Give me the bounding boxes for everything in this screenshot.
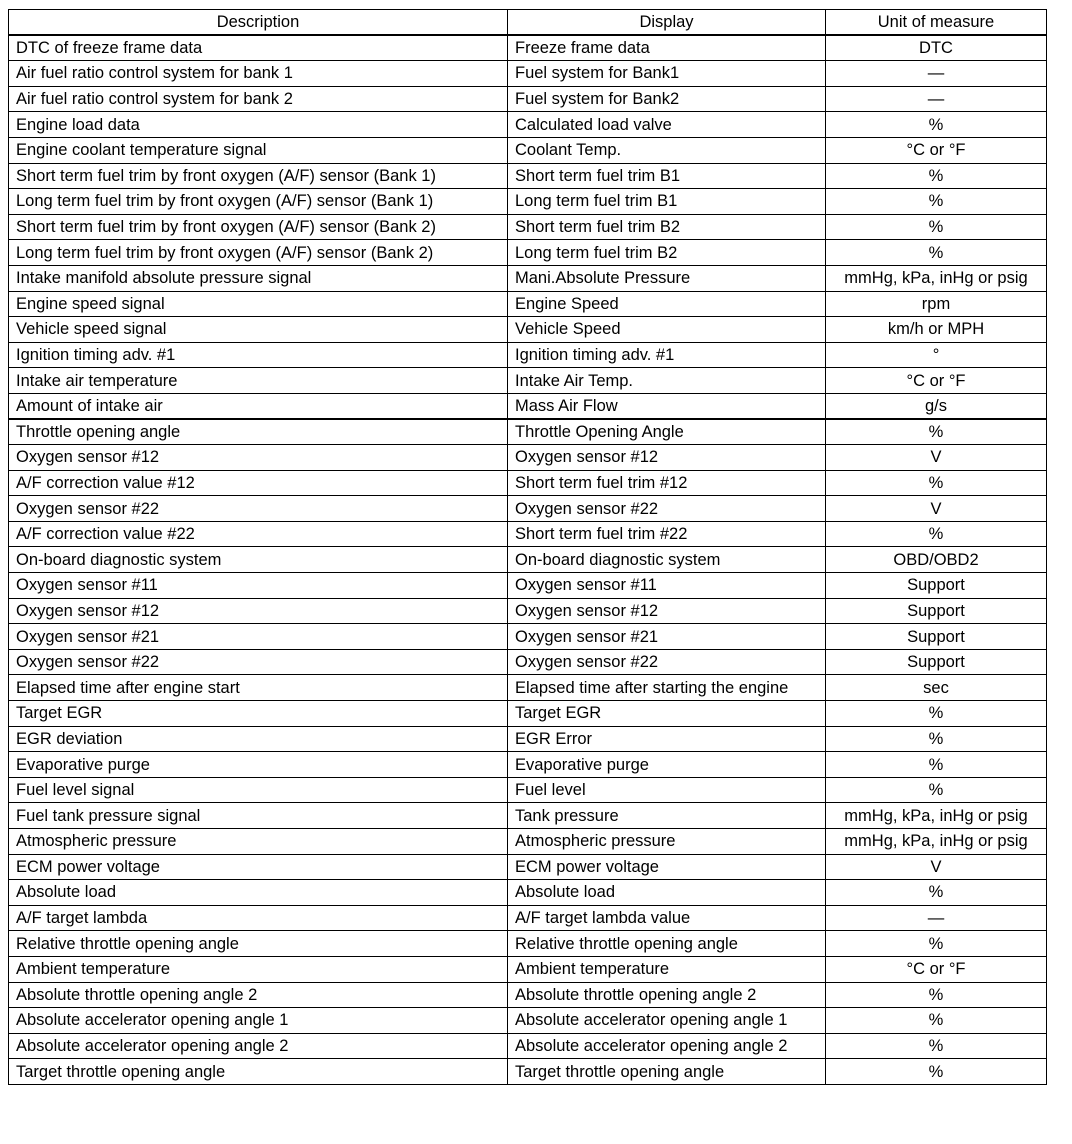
- cell-description: Absolute accelerator opening angle 1: [9, 1008, 508, 1034]
- cell-description: Fuel level signal: [9, 777, 508, 803]
- table-body: [9, 35, 1047, 1084]
- table-row: [9, 982, 1047, 1008]
- cell-display: Fuel system for Bank1: [508, 61, 826, 87]
- table-row: [9, 931, 1047, 957]
- cell-display: Short term fuel trim B1: [508, 163, 826, 189]
- cell-display: On-board diagnostic system: [508, 547, 826, 573]
- cell-description: Engine speed signal: [9, 291, 508, 317]
- table-row: [9, 291, 1047, 317]
- table-row: [9, 368, 1047, 394]
- cell-display: Target EGR: [508, 701, 826, 727]
- table-row: [9, 701, 1047, 727]
- cell-display: Engine Speed: [508, 291, 826, 317]
- cell-display: Relative throttle opening angle: [508, 931, 826, 957]
- cell-description: Engine coolant temperature signal: [9, 137, 508, 163]
- cell-unit: km/h or MPH: [826, 317, 1047, 343]
- table-row: [9, 1033, 1047, 1059]
- cell-description: Intake manifold absolute pressure signal: [9, 265, 508, 291]
- table-header-row: [9, 10, 1047, 36]
- cell-display: Oxygen sensor #22: [508, 496, 826, 522]
- cell-description: Long term fuel trim by front oxygen (A/F) sensor (Bank 1): [9, 189, 508, 215]
- cell-description: Throttle opening angle: [9, 419, 508, 445]
- cell-description: Fuel tank pressure signal: [9, 803, 508, 829]
- cell-display: Coolant Temp.: [508, 137, 826, 163]
- cell-description: Short term fuel trim by front oxygen (A/F) sensor (Bank 1): [9, 163, 508, 189]
- table-row: [9, 35, 1047, 61]
- cell-display: Evaporative purge: [508, 752, 826, 778]
- cell-display: Long term fuel trim B2: [508, 240, 826, 266]
- cell-display: Ignition timing adv. #1: [508, 342, 826, 368]
- header-display: Display: [508, 10, 826, 36]
- cell-description: On-board diagnostic system: [9, 547, 508, 573]
- cell-unit: %: [826, 214, 1047, 240]
- cell-display: Oxygen sensor #21: [508, 624, 826, 650]
- cell-unit: %: [826, 521, 1047, 547]
- cell-display: Short term fuel trim #12: [508, 470, 826, 496]
- cell-description: Target EGR: [9, 701, 508, 727]
- table-row: [9, 214, 1047, 240]
- cell-description: Long term fuel trim by front oxygen (A/F) sensor (Bank 2): [9, 240, 508, 266]
- cell-description: Air fuel ratio control system for bank 1: [9, 61, 508, 87]
- cell-description: Oxygen sensor #12: [9, 598, 508, 624]
- cell-display: Atmospheric pressure: [508, 829, 826, 855]
- cell-unit: °C or °F: [826, 956, 1047, 982]
- cell-display: Absolute load: [508, 880, 826, 906]
- cell-unit: %: [826, 880, 1047, 906]
- cell-display: ECM power voltage: [508, 854, 826, 880]
- table-row: [9, 163, 1047, 189]
- cell-description: DTC of freeze frame data: [9, 35, 508, 61]
- cell-display: Vehicle Speed: [508, 317, 826, 343]
- cell-description: Atmospheric pressure: [9, 829, 508, 855]
- cell-description: Elapsed time after engine start: [9, 675, 508, 701]
- header-description: Description: [9, 10, 508, 36]
- cell-description: A/F target lambda: [9, 905, 508, 931]
- cell-display: Long term fuel trim B1: [508, 189, 826, 215]
- cell-unit: g/s: [826, 393, 1047, 419]
- cell-unit: %: [826, 240, 1047, 266]
- cell-unit: %: [826, 112, 1047, 138]
- cell-unit: OBD/OBD2: [826, 547, 1047, 573]
- table-row: [9, 240, 1047, 266]
- table-row: [9, 598, 1047, 624]
- cell-display: A/F target lambda value: [508, 905, 826, 931]
- cell-description: EGR deviation: [9, 726, 508, 752]
- freeze-frame-table-container: [8, 9, 1046, 1085]
- cell-display: Ambient temperature: [508, 956, 826, 982]
- cell-unit: —: [826, 86, 1047, 112]
- cell-display: Freeze frame data: [508, 35, 826, 61]
- cell-display: Short term fuel trim B2: [508, 214, 826, 240]
- cell-unit: Support: [826, 598, 1047, 624]
- cell-description: Ambient temperature: [9, 956, 508, 982]
- cell-unit: °: [826, 342, 1047, 368]
- cell-unit: V: [826, 445, 1047, 471]
- cell-unit: —: [826, 905, 1047, 931]
- cell-description: ECM power voltage: [9, 854, 508, 880]
- table-row: [9, 496, 1047, 522]
- cell-description: Absolute load: [9, 880, 508, 906]
- cell-unit: Support: [826, 649, 1047, 675]
- table-row: [9, 829, 1047, 855]
- cell-display: Elapsed time after starting the engine: [508, 675, 826, 701]
- table-row: [9, 317, 1047, 343]
- cell-display: Oxygen sensor #22: [508, 649, 826, 675]
- table-row: [9, 649, 1047, 675]
- freeze-frame-table: [8, 9, 1047, 1085]
- cell-unit: °C or °F: [826, 137, 1047, 163]
- cell-unit: %: [826, 189, 1047, 215]
- cell-unit: mmHg, kPa, inHg or psig: [826, 803, 1047, 829]
- table-row: [9, 342, 1047, 368]
- cell-description: Absolute accelerator opening angle 2: [9, 1033, 508, 1059]
- table-row: [9, 854, 1047, 880]
- table-row: [9, 905, 1047, 931]
- cell-unit: %: [826, 470, 1047, 496]
- table-row: [9, 675, 1047, 701]
- table-row: [9, 419, 1047, 445]
- cell-display: Fuel system for Bank2: [508, 86, 826, 112]
- cell-description: Evaporative purge: [9, 752, 508, 778]
- cell-description: Vehicle speed signal: [9, 317, 508, 343]
- cell-display: Target throttle opening angle: [508, 1059, 826, 1085]
- cell-description: Target throttle opening angle: [9, 1059, 508, 1085]
- cell-display: Mass Air Flow: [508, 393, 826, 419]
- cell-display: Intake Air Temp.: [508, 368, 826, 394]
- cell-display: Oxygen sensor #12: [508, 598, 826, 624]
- table-row: [9, 137, 1047, 163]
- table-row: [9, 956, 1047, 982]
- table-row: [9, 393, 1047, 419]
- cell-display: Absolute accelerator opening angle 2: [508, 1033, 826, 1059]
- cell-description: Relative throttle opening angle: [9, 931, 508, 957]
- table-row: [9, 777, 1047, 803]
- cell-unit: DTC: [826, 35, 1047, 61]
- cell-unit: %: [826, 752, 1047, 778]
- cell-display: Absolute throttle opening angle 2: [508, 982, 826, 1008]
- table-row: [9, 445, 1047, 471]
- cell-description: Intake air temperature: [9, 368, 508, 394]
- table-row: [9, 752, 1047, 778]
- table-row: [9, 726, 1047, 752]
- cell-display: Short term fuel trim #22: [508, 521, 826, 547]
- table-row: [9, 265, 1047, 291]
- cell-unit: %: [826, 726, 1047, 752]
- cell-description: Ignition timing adv. #1: [9, 342, 508, 368]
- cell-description: Oxygen sensor #22: [9, 496, 508, 522]
- cell-unit: %: [826, 931, 1047, 957]
- cell-unit: %: [826, 1059, 1047, 1085]
- cell-display: Calculated load valve: [508, 112, 826, 138]
- cell-display: Fuel level: [508, 777, 826, 803]
- cell-display: Tank pressure: [508, 803, 826, 829]
- table-row: [9, 189, 1047, 215]
- cell-description: A/F correction value #12: [9, 470, 508, 496]
- table-row: [9, 112, 1047, 138]
- cell-unit: %: [826, 163, 1047, 189]
- cell-unit: %: [826, 1033, 1047, 1059]
- cell-unit: rpm: [826, 291, 1047, 317]
- cell-description: Short term fuel trim by front oxygen (A/F) sensor (Bank 2): [9, 214, 508, 240]
- table-row: [9, 880, 1047, 906]
- table-row: [9, 61, 1047, 87]
- cell-unit: %: [826, 777, 1047, 803]
- cell-display: Oxygen sensor #11: [508, 573, 826, 599]
- cell-description: Oxygen sensor #21: [9, 624, 508, 650]
- header-unit-of-measure: Unit of measure: [826, 10, 1047, 36]
- cell-display: EGR Error: [508, 726, 826, 752]
- cell-unit: V: [826, 854, 1047, 880]
- cell-unit: °C or °F: [826, 368, 1047, 394]
- cell-unit: sec: [826, 675, 1047, 701]
- table-row: [9, 521, 1047, 547]
- cell-description: Absolute throttle opening angle 2: [9, 982, 508, 1008]
- table-row: [9, 86, 1047, 112]
- cell-unit: Support: [826, 624, 1047, 650]
- cell-unit: %: [826, 701, 1047, 727]
- cell-description: A/F correction value #22: [9, 521, 508, 547]
- cell-display: Absolute accelerator opening angle 1: [508, 1008, 826, 1034]
- table-row: [9, 573, 1047, 599]
- cell-unit: V: [826, 496, 1047, 522]
- cell-display: Oxygen sensor #12: [508, 445, 826, 471]
- cell-unit: %: [826, 1008, 1047, 1034]
- table-row: [9, 1059, 1047, 1085]
- cell-unit: —: [826, 61, 1047, 87]
- cell-unit: %: [826, 982, 1047, 1008]
- table-row: [9, 624, 1047, 650]
- cell-description: Oxygen sensor #22: [9, 649, 508, 675]
- cell-unit: mmHg, kPa, inHg or psig: [826, 829, 1047, 855]
- cell-description: Oxygen sensor #12: [9, 445, 508, 471]
- cell-description: Oxygen sensor #11: [9, 573, 508, 599]
- cell-description: Amount of intake air: [9, 393, 508, 419]
- cell-display: Mani.Absolute Pressure: [508, 265, 826, 291]
- cell-unit: Support: [826, 573, 1047, 599]
- table-row: [9, 470, 1047, 496]
- cell-description: Air fuel ratio control system for bank 2: [9, 86, 508, 112]
- cell-description: Engine load data: [9, 112, 508, 138]
- table-row: [9, 1008, 1047, 1034]
- table-row: [9, 803, 1047, 829]
- cell-unit: mmHg, kPa, inHg or psig: [826, 265, 1047, 291]
- cell-unit: %: [826, 419, 1047, 445]
- table-row: [9, 547, 1047, 573]
- cell-display: Throttle Opening Angle: [508, 419, 826, 445]
